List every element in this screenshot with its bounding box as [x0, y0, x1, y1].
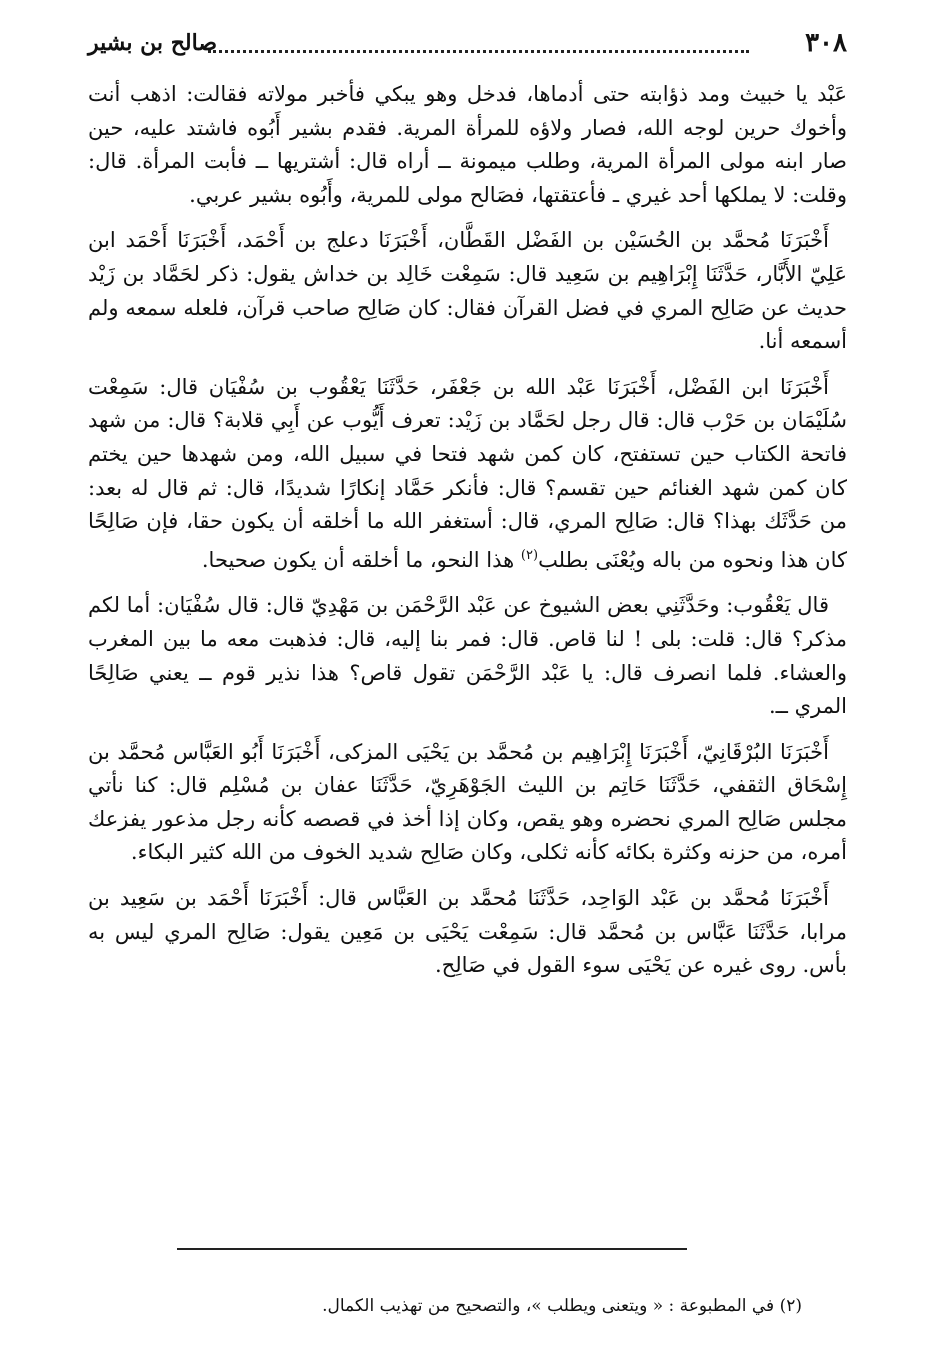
paragraph-text: أَخْبَرَنَا ابن الفَضْل، أَخْبَرَنَا عَبْد الله بن جَعْفَر، حَدَّثَنَا يَعْقُوب بن سُفْيَان قال: سَمِعْت سُلَيْمَان بن حَرْب قال: قال رجل لحَمَّاد بن زَيْد: تعرف أَيُّوب عن أَبِي قلابة؟ قال: من شهد فاتحة الكتاب حين تستفتح، كان كمن شهد فتحا في سبيل الله، ومن شهدها حين يختم كان كمن شهد الغنائم حين تقسم؟ قال: فأنكر حَمَّاد إنكارًا شديدًا، قال: ثم قال له بعد: من حَدَّثَك بهذا؟ قال: صَالِح المري، قال: أستغفر الله ما أخلقه أن يكون حقا، فإن صَالِحًا كان هذا ونحوه من باله ويُعْنَى بطلب: [88, 374, 847, 572]
paragraph-text-tail: هذا النحو، ما أخلقه أن يكون صحيحا.: [201, 547, 515, 572]
paragraph: أَخْبَرَنَا البُرْقَانِيّ، أَخْبَرَنَا إِبْرَاهِيم بن مُحمَّد بن يَحْيَى المزكى، أَخْبَرَنَا أَبُو العَبَّاس مُحمَّد بن إِسْحَاق الثقفي، حَدَّثَنَا حَاتِم بن الليث الجَوْهَرِيّ، حَدَّثَنَا عفان بن مُسْلِم قال: كنا نأتي مجلس صَالِح المري نحضره وهو يقص، وكان إذا أخذ في قصصه كأنه رجل مذعور يفزعك أمره، من حزنه وكثرة بكائه كأنه ثكلى، وكان صَالِح شديد الخوف من الله كثير البكاء.: [88, 739, 847, 865]
header-dot-leader: [208, 50, 749, 53]
paragraph: أَخْبَرَنَا مُحمَّد بن عَبْد الوَاحِد، حَدَّثَنَا مُحمَّد بن العَبَّاس قال: أَخْبَرَنَا أَحْمَد بن سَعِيد بن مرابا، حَدَّثَنَا عَبَّاس بن مُحمَّد قال: سَمِعْت يَحْيَى بن مَعِين يقول: صَالِح المري ليس به بأس. روى غيره عن يَحْيَى سوء القول في صَالِح.: [88, 886, 847, 978]
paragraph: عَبْد يا خبيث ومد ذؤابته حتى أدماها، فدخل وهو يبكي فأخبر مولاته فقالت: اذهب أنت وأخوك حرين لوجه الله، فصار ولاؤه للمرأة المرية. فقدم بشير أَبُوه فاشتد عليه، حين صار ابنه مولى المرأة المرية، وطلب ميمونة ــ أراه قال: أشتريها ــ فأبت المرأة. قال: وقلت: لا يملكها أحد غيري ـ فأعتقتها، فصَالح مولى للمرية، وأَبُوه بشير عربي.: [88, 82, 847, 207]
page-header: [88, 26, 847, 70]
footnote: (٢) في المطبوعة : « ويتعنى ويطلب »، والتصحيح من تهذيب الكمال.: [322, 1296, 802, 1316]
paragraph: [88, 371, 847, 578]
paragraph: أَخْبَرَنَا مُحمَّد بن الحُسَيْن بن الفَضْل القَطَّان، أَخْبَرَنَا دعلج بن أَحْمَد، أَخْبَرَنَا أَحْمَد ابن عَلِيّ الأَبَّار، حَدَّثَنَا إِبْرَاهِيم بن سَعِيد قال: سَمِعْت خَالِد بن خداش يقول: ذكر لحَمَّاد بن زَيْد حديث عن صَالِح المري في فضل القرآن فقال: كان صَالِح صاحب قرآن، فلعله سمعه ولم أسمعه أنا.: [88, 228, 847, 354]
page-number: ٣٠٨: [805, 28, 847, 58]
footnote-marker: (٢): [520, 547, 539, 563]
running-title: صالح بن بشير: [88, 30, 218, 56]
body-text: [88, 78, 847, 983]
paragraph: قال يَعْقُوب: وحَدَّثَنِي بعض الشيوخ عن عَبْد الرَّحْمَن بن مَهْدِيّ قال: قال سُفْيَان: أما لكم مذكر؟ قال: قلت: بلى ! لنا قاص. قال: فمر بنا إليه، قال: فذهبت معه ما بين المغرب والعشاء. فلما انصرف قال: يا عَبْد الرَّحْمَن تقول قاص؟ هذا نذير قوم ــ يعني صَالِحًا المري ــ.: [88, 593, 847, 719]
footnote-separator: [177, 1248, 687, 1250]
book-page: [88, 26, 847, 1341]
